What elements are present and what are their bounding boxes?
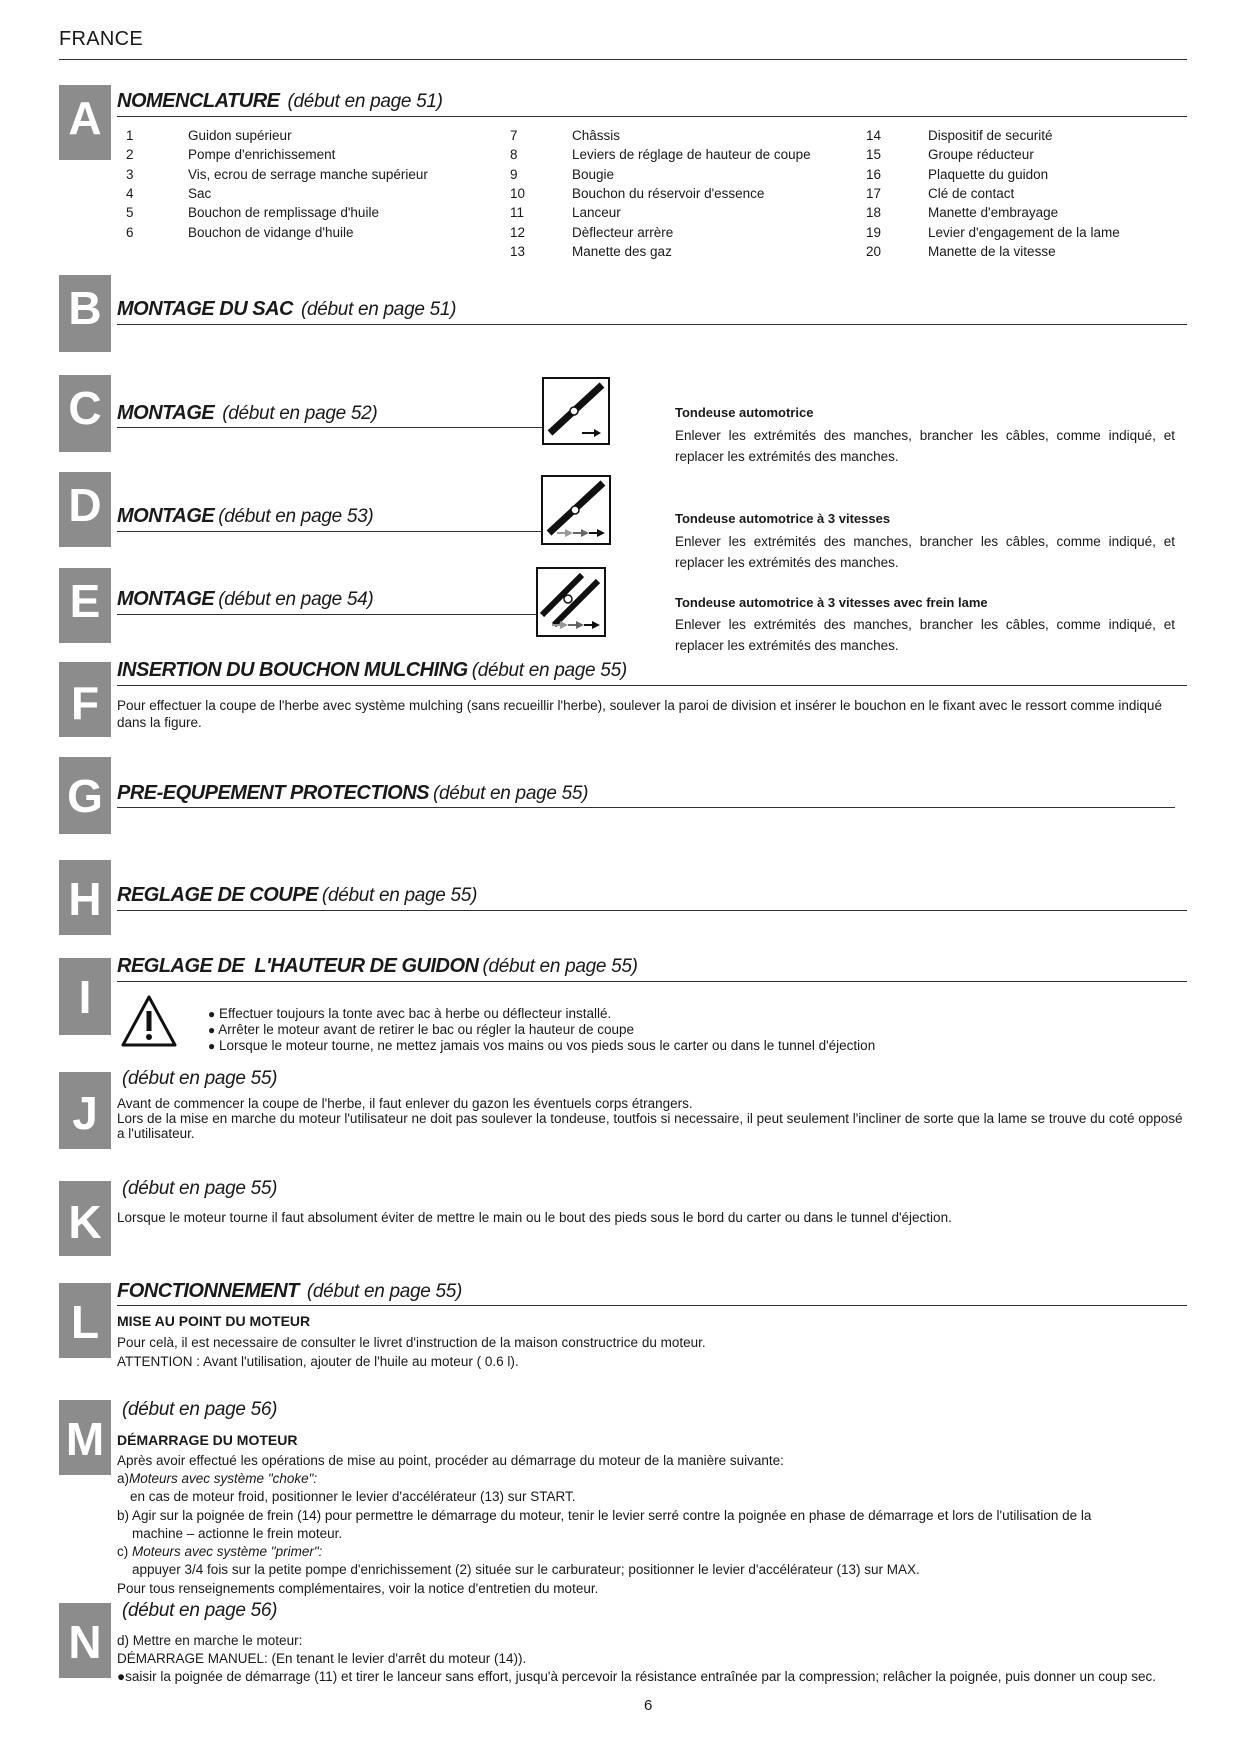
section-title-text: MONTAGE (117, 505, 215, 527)
nomenclature-number: 11 (510, 205, 525, 221)
nomenclature-label: Dèflecteur arrère (572, 224, 674, 240)
warning-list (208, 1006, 875, 1054)
nomenclature-label: Dispositif de securité (928, 128, 1053, 143)
section-b-rule (117, 324, 1187, 325)
section-d-rule (117, 531, 542, 532)
nomenclature-label: Lanceur (572, 205, 621, 221)
section-page-ref: (début en page 52) (222, 403, 378, 424)
section-page-ref: (début en page 55) (306, 1281, 463, 1302)
section-e-title (117, 588, 373, 611)
section-n-line1: d) Mettre en marche le moteur: (117, 1633, 303, 1648)
section-page-ref: (début en page 54) (218, 589, 374, 610)
nomenclature-number: 7 (510, 128, 518, 143)
section-page-ref: (début en page 55) (432, 783, 589, 804)
list-item: ● Effectuer toujours la tonte avec bac à herbe ou déflecteur installé. (208, 1006, 612, 1021)
section-h-title (117, 884, 477, 907)
section-m-a (117, 1470, 317, 1487)
nomenclature-number: 12 (510, 224, 526, 240)
section-m-footer: Pour tous renseignements complémentaires, voir la notice d'entretien du moteur. (117, 1581, 599, 1596)
section-k-title (122, 1178, 277, 1200)
nomenclature-number: 15 (866, 147, 882, 163)
section-m-title (122, 1399, 277, 1421)
item-prefix: a) (117, 1471, 130, 1486)
nomenclature-label: Guidon supérieur (188, 128, 292, 143)
nomenclature-number: 4 (126, 185, 134, 201)
nomenclature-number: 2 (126, 147, 134, 163)
warning-icon (120, 994, 178, 1053)
nomenclature-number: 18 (866, 205, 882, 221)
section-c-subtitle: Tondeuse automotrice (675, 405, 814, 420)
nomenclature-number: 9 (510, 166, 518, 182)
section-letter-c: C (59, 375, 111, 452)
section-letter-b: B (59, 275, 111, 352)
nomenclature-label: Bouchon de vidange d'huile (188, 224, 354, 240)
section-b-title (117, 298, 456, 321)
section-l-rule (117, 1305, 1187, 1306)
warning-bullet-text: Lorsque le moteur tourne, ne mettez jamais vos mains ou vos pieds sous le carter ou dans le tunnel d'éjection (219, 1038, 876, 1053)
section-d-subtitle: Tondeuse automotrice à 3 vitesses (675, 511, 891, 526)
nomenclature-label: Vis, ecrou de serrage manche supérieur (188, 166, 428, 182)
section-c-rule (117, 427, 542, 428)
item-prefix: c) (117, 1544, 132, 1559)
section-j-title (122, 1068, 277, 1090)
section-a-title (117, 90, 443, 113)
section-letter-j: J (59, 1072, 111, 1149)
nomenclature-label: Groupe réducteur (928, 147, 1034, 163)
nomenclature-label: Châssis (572, 128, 621, 143)
nomenclature-label: Manette de la vitesse (928, 243, 1056, 259)
nomenclature-label: Leviers de réglage de hauteur de coupe (572, 147, 811, 163)
section-k-body: Lorsque le moteur tourne il faut absolument éviter de mettre le main ou le bout des pieds sous le bord du carter ou dans le tunnel d'éjection. (117, 1210, 952, 1225)
page-number: 6 (644, 1697, 653, 1714)
nomenclature-label: Pompe d'enrichissement (188, 147, 336, 163)
header-divider (59, 59, 1187, 60)
nomenclature-number: 10 (510, 185, 526, 201)
cable-single-icon (542, 377, 610, 445)
cable-brake-icon (536, 567, 606, 637)
nomenclature-number: 17 (866, 185, 882, 201)
section-letter-n: N (59, 1603, 111, 1678)
section-j-line1: Avant de commencer la coupe de l'herbe, il faut enlever du gazon les éventuels corps étrangers. (117, 1096, 693, 1111)
section-l-subtitle: MISE AU POINT DU MOTEUR (117, 1313, 311, 1329)
section-title-text: MONTAGE (117, 588, 215, 610)
section-e-rule (117, 614, 542, 615)
section-title-text: REGLAGE DE L'HAUTEUR DE GUIDON (117, 955, 479, 977)
section-title-text: MONTAGE DU SAC (117, 298, 293, 320)
nomenclature-label: Levier d'engagement de la lame (928, 224, 1120, 240)
section-letter-h: H (59, 860, 111, 935)
section-page-ref: (début en page 55) (122, 1178, 278, 1199)
section-title-text: FONCTIONNEMENT (117, 1280, 299, 1302)
section-title-text: MONTAGE (117, 402, 215, 424)
nomenclature-label: Manette d'embrayage (928, 205, 1059, 221)
nomenclature-label: Clé de contact (928, 185, 1015, 201)
section-page-ref: (début en page 55) (321, 885, 478, 906)
section-page-ref: (début en page 53) (218, 506, 374, 527)
section-letter-m: M (59, 1400, 111, 1475)
section-g-rule (117, 807, 1175, 808)
section-letter-d: D (59, 472, 111, 547)
section-f-body: Pour effectuer la coupe de l'herbe avec système mulching (sans recueillir l'herbe), soulever la paroi de division et insérer le bouchon en le fixant avec le ressort comme indiqué dans la figure. (117, 698, 1162, 730)
section-l-title (117, 1280, 462, 1303)
list-item: ● Arrêter le moteur avant de retirer le bac ou régler la hauteur de coupe (208, 1022, 634, 1037)
section-page-ref: (début en page 56) (122, 1399, 278, 1420)
section-c-body: Enlever les extrémités des manches, brancher les câbles, comme indiqué, et replacer les extrémités des manches. (675, 428, 1175, 464)
section-d-body: Enlever les extrémités des manches, brancher les câbles, comme indiqué, et replacer les extrémités des manches. (675, 534, 1175, 570)
section-m-b-text2: machine – actionne le frein moteur. (132, 1526, 343, 1541)
warning-bullet-text: Effectuer toujours la tonte avec bac à herbe ou déflecteur installé. (219, 1006, 612, 1021)
item-label: Moteurs avec système "primer": (132, 1544, 323, 1559)
cable-3speed-icon (541, 475, 611, 545)
section-m-a-text: en cas de moteur froid, positionner le levier d'accélérateur (13) sur START. (130, 1489, 576, 1504)
section-m-c (117, 1543, 322, 1560)
nomenclature-number: 20 (866, 243, 882, 259)
section-letter-g: G (59, 757, 111, 834)
section-a-rule (117, 116, 1187, 117)
section-g-title (117, 782, 588, 805)
section-h-rule (117, 910, 1187, 911)
nomenclature-label: Bougie (572, 166, 615, 182)
nomenclature-number: 6 (126, 224, 134, 240)
country-label: FRANCE (59, 28, 144, 50)
section-i-rule (117, 981, 1187, 982)
section-f-rule (117, 685, 1187, 686)
section-letter-e: E (59, 568, 111, 643)
section-m-b-text: b) Agir sur la poignée de frein (14) pour permettre le démarrage du moteur, tenir le levier serré contre la poignée en phase de démarrage et lors de l'utilisation de la (117, 1508, 1092, 1523)
nomenclature-number: 5 (126, 205, 134, 221)
list-item: ● Lorsque le moteur tourne, ne mettez jamais vos mains ou vos pieds sous le carter ou dans le tunnel d'éjection (208, 1038, 876, 1053)
nomenclature-number: 8 (510, 147, 518, 163)
nomenclature-number: 3 (126, 166, 134, 182)
section-l-line1: Pour celà, il est necessaire de consulter le livret d'instruction de la maison constructrice du moteur. (117, 1335, 706, 1350)
nomenclature-label: Sac (188, 185, 212, 201)
warning-bullet-text: Arrêter le moteur avant de retirer le bac ou régler la hauteur de coupe (218, 1022, 634, 1037)
section-n-line2: DÉMARRAGE MANUEL: (En tenant le levier d'arrêt du moteur (14)). (117, 1651, 527, 1666)
section-page-ref: (début en page 56) (122, 1600, 278, 1621)
nomenclature-number: 13 (510, 243, 526, 259)
section-m-intro: Après avoir effectué les opérations de mise au point, procéder au démarrage du moteur de la manière suivante: (117, 1453, 784, 1468)
section-n-title (122, 1600, 277, 1622)
section-title-text: REGLAGE DE COUPE (117, 884, 318, 906)
section-letter-k: K (59, 1181, 111, 1256)
section-letter-f: F (59, 662, 111, 737)
section-page-ref: (début en page 55) (122, 1068, 278, 1089)
section-page-ref: (début en page 55) (471, 660, 627, 681)
nomenclature-number: 19 (866, 224, 882, 240)
section-letter-l: L (59, 1283, 111, 1358)
section-title-text: PRE-EQUPEMENT PROTECTIONS (117, 782, 429, 804)
section-d-title (117, 505, 373, 528)
nomenclature-label: Plaquette du guidon (928, 166, 1049, 182)
section-e-body: Enlever les extrémités des manches, brancher les câbles, comme indiqué, et replacer les extrémités des manches. (675, 617, 1175, 653)
section-page-ref: (début en page 51) (287, 91, 443, 112)
section-letter-a: A (59, 85, 111, 160)
item-label: Moteurs avec système "choke": (129, 1471, 318, 1486)
section-page-ref: (début en page 51) (300, 299, 457, 320)
section-j-line2: Lors de la mise en marche du moteur l'utilisateur ne doit pas soulever la tondeuse, toutfois si necessaire, il peut seulement l'incliner de sorte que la lame se trouve du coté opposé a l'utilisateur. (117, 1111, 1183, 1141)
section-c-title (117, 402, 377, 425)
section-letter-i: I (59, 958, 111, 1035)
nomenclature-number: 14 (866, 128, 882, 143)
section-f-title (117, 659, 627, 682)
section-title-text: NOMENCLATURE (117, 90, 280, 112)
section-page-ref: (début en page 55) (482, 956, 638, 977)
nomenclature-label: Manette des gaz (572, 243, 672, 259)
nomenclature-label: Bouchon du réservoir d'essence (572, 185, 765, 201)
nomenclature-label: Bouchon de remplissage d'huile (188, 205, 379, 221)
section-m-subtitle: DÉMARRAGE DU MOTEUR (117, 1432, 298, 1448)
section-n-line3: ●saisir la poignée de démarrage (11) et tirer le lanceur sans effort, jusqu'à percevoir la résistance entraînée par la compression; relâcher la poignée, puis donner un coup sec. (117, 1669, 1157, 1684)
section-i-title (117, 955, 638, 978)
section-e-subtitle: Tondeuse automotrice à 3 vitesses avec frein lame (675, 595, 988, 610)
section-title-text: INSERTION DU BOUCHON MULCHING (117, 659, 468, 681)
nomenclature-number: 1 (126, 128, 134, 143)
nomenclature-number: 16 (866, 166, 882, 182)
section-m-c-text: appuyer 3/4 fois sur la petite pompe d'enrichissement (2) située sur le carburateur; positionner le levier d'accélérateur (13) sur MAX. (132, 1562, 920, 1577)
section-l-line2: ATTENTION : Avant l'utilisation, ajouter de l'huile au moteur ( 0.6 l). (117, 1354, 519, 1369)
